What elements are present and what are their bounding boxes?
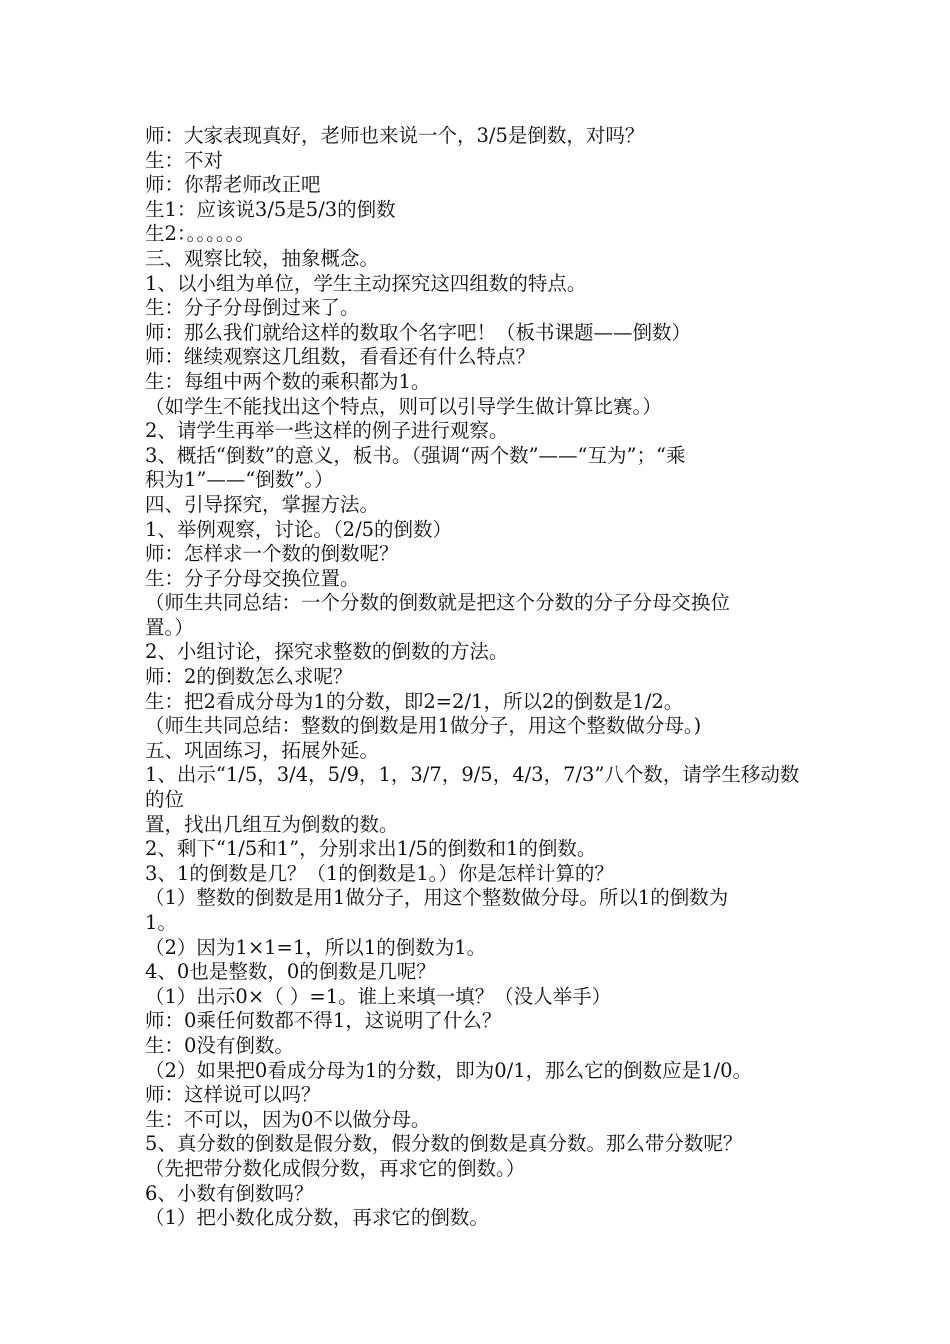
text-line: 4、0也是整数，0的倒数是几呢？ [145, 960, 436, 984]
text-line: 置，找出几组互为倒数的数。 [145, 812, 399, 836]
text-line: 1、举例观察，讨论。（2/5的倒数） [145, 517, 453, 541]
text-line: 师：大家表现真好，老师也来说一个，3/5是倒数，对吗？ [145, 124, 645, 147]
text-line: （1）把小数化成分数，再求它的倒数。 [145, 1206, 489, 1230]
text-line: 师：这样说可以吗？ [145, 1083, 321, 1107]
text-line: （先把带分数化成假分数，再求它的倒数。） [145, 1156, 526, 1180]
text-line: 生：0没有倒数。 [145, 1033, 294, 1057]
text-line: 三、观察比较，抽象概念。 [145, 246, 380, 270]
text-line: 生：每组中两个数的乘积都为1。 [145, 369, 431, 393]
text-line: 师：继续观察这几组数，看看还有什么特点？ [145, 345, 536, 369]
text-line: 2、小组讨论，探究求整数的倒数的方法。 [145, 640, 509, 664]
text-line: 四、引导探究，掌握方法。 [145, 492, 380, 516]
text-line: 生：分子分母倒过来了。 [145, 296, 360, 320]
text-line: 3、概括“倒数”的意义，板书。（强调“两个数”——“互为”；“乘 [145, 443, 686, 467]
document-body [145, 124, 810, 1231]
text-line: 生：不对 [145, 148, 224, 172]
text-line: 师：0乘任何数都不得1，这说明了什么？ [145, 1009, 502, 1033]
text-line: 生1：应该说3/5是5/3的倒数 [145, 197, 396, 221]
text-line: （2）因为1×1=1，所以1的倒数为1。 [145, 935, 487, 959]
text-line: 生：不可以，因为0不以做分母。 [145, 1107, 431, 1131]
text-line: 生2：。。。。。。 [145, 222, 255, 246]
text-line: 师：2的倒数怎么求呢？ [145, 665, 353, 689]
text-line: 6、小数有倒数吗？ [145, 1181, 314, 1205]
text-line: 2、剩下“1/5和1”，分别求出1/5的倒数和1的倒数。 [145, 837, 597, 861]
text-line: 2、请学生再举一些这样的例子进行观察。 [145, 419, 509, 443]
text-line: 1、出示“1/5，3/4，5/9，1，3/7，9/5，4/3，7/3”八个数，请学生移动数的位 [145, 763, 800, 812]
text-line: 生：分子分母交换位置。 [145, 566, 360, 590]
text-line: 1。 [145, 911, 177, 934]
text-line: （师生共同总结：一个分数的倒数就是把这个分数的分子分母交换位 [145, 591, 731, 615]
text-line: （1）出示0×（ ）=1。谁上来填一填？（没人举手） [145, 984, 612, 1008]
text-line: （1）整数的倒数是用1做分子，用这个整数做分母。所以1的倒数为 [145, 886, 729, 910]
text-line: 积为1”——“倒数”。） [145, 468, 334, 492]
text-line: 生：把2看成分母为1的分数，即2=2/1，所以2的倒数是1/2。 [145, 689, 684, 713]
text-line: （如学生不能找出这个特点，则可以引导学生做计算比赛。） [145, 394, 662, 418]
text-line: 3、1的倒数是几？（1的倒数是1。）你是怎样计算的？ [145, 861, 614, 885]
text-line: （师生共同总结：整数的倒数是用1做分子，用这个整数做分母。) [145, 714, 702, 738]
text-line: 置。） [145, 615, 194, 639]
text-line: （2）如果把0看成分母为1的分数，即为0/1，那么它的倒数应是1/0。 [145, 1058, 752, 1082]
text-line: 师：那么我们就给这样的数取个名字吧！（板书课题——倒数） [145, 320, 692, 344]
text-line: 师：你帮老师改正吧 [145, 173, 321, 197]
text-line: 5、真分数的倒数是假分数，假分数的倒数是真分数。那么带分数呢？ [145, 1132, 743, 1156]
text-line: 师：怎样求一个数的倒数呢？ [145, 542, 399, 566]
text-line: 1、以小组为单位，学生主动探究这四组数的特点。 [145, 271, 587, 295]
text-line: 五、巩固练习，拓展外延。 [145, 738, 380, 762]
